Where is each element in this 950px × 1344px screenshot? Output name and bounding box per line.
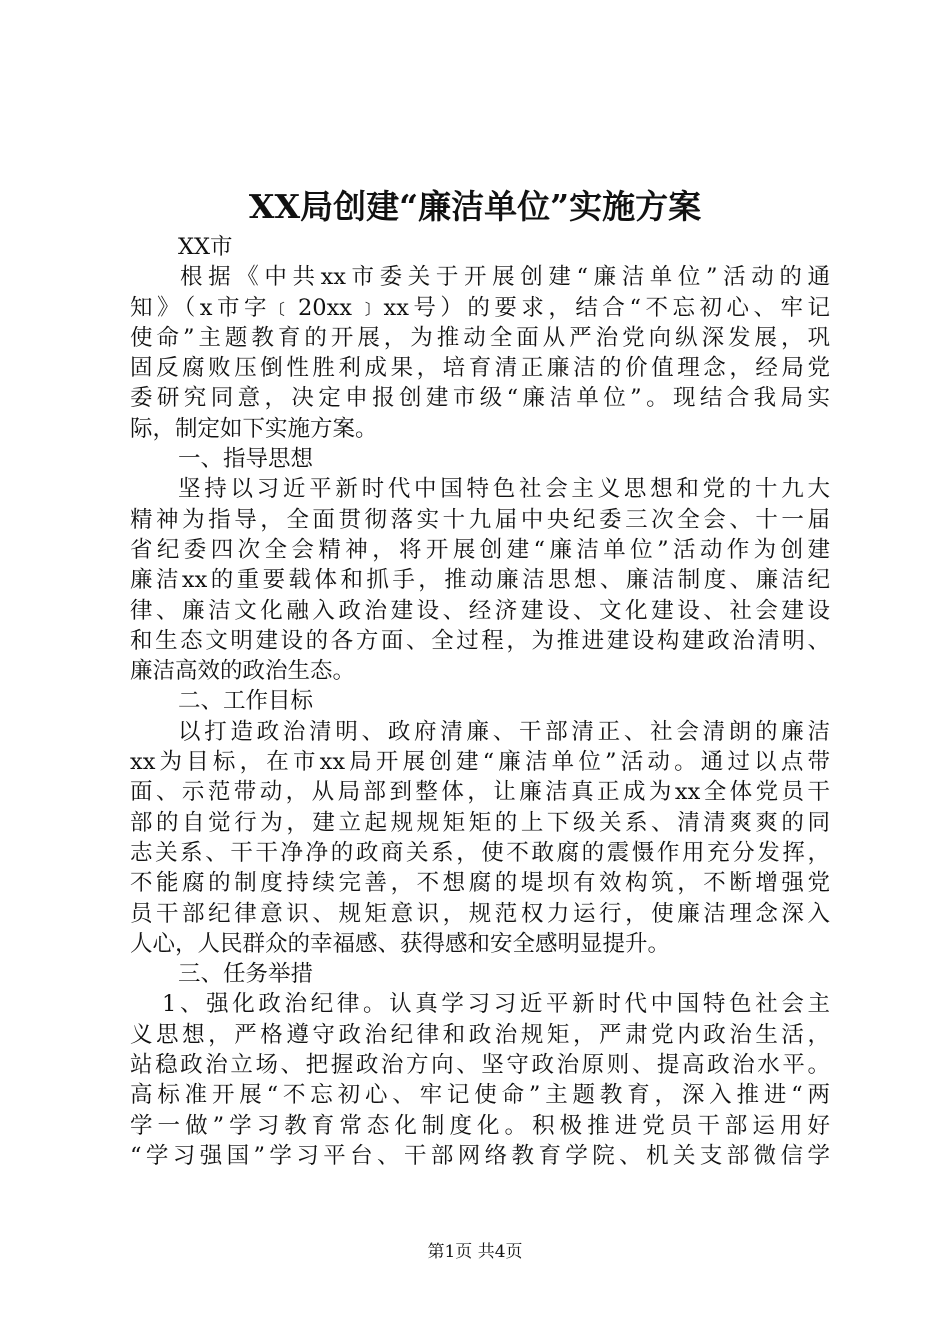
text-line: 律、廉洁文化融入政治建设、经济建设、文化建设、社会建设 [130, 597, 830, 624]
text-line: 学一做”学习教育常态化制度化。积极推进党员干部运用好 [130, 1112, 830, 1139]
text-line: “学习强国”学习平台、干部网络教育学院、机关支部微信学 [130, 1142, 830, 1169]
text-line: 高标准开展“不忘初心、牢记使命”主题教育，深入推进“两 [130, 1082, 830, 1109]
document-title: XX局创建“廉洁单位”实施方案 [248, 187, 702, 226]
text-line: 二、工作目标 [178, 688, 314, 715]
text-line: 1、强化政治纪律。认真学习习近平新时代中国特色社会主 [162, 991, 830, 1018]
text-line: XX市 [178, 234, 233, 260]
text-line: 知》（x市字﹝20xx﹞xx号）的要求，结合“不忘初心、牢记 [130, 294, 830, 321]
text-line: 不能腐的制度持续完善，不想腐的堤坝有效构筑，不断增强党 [130, 870, 830, 897]
text-line: 和生态文明建设的各方面、全过程，为推进建设构建政治清明、 [130, 627, 830, 654]
text-line: 义思想，严格遵守政治纪律和政治规矩，严肃党内政治生活， [130, 1021, 830, 1048]
text-line: 三、任务举措 [178, 961, 314, 988]
text-line: 人心，人民群众的幸福感、获得感和安全感明显提升。 [130, 930, 671, 957]
text-line: 员干部纪律意识、规矩意识，规范权力运行，使廉洁理念深入 [130, 900, 830, 927]
text-line: 省纪委四次全会精神，将开展创建“廉洁单位”活动作为创建 [130, 536, 830, 563]
text-line: 坚持以习近平新时代中国特色社会主义思想和党的十九大 [178, 476, 830, 503]
text-line: 委研究同意，决定申报创建市级“廉洁单位”。现结合我局实 [130, 385, 830, 412]
text-line: 面、示范带动，从局部到整体，让廉洁真正成为xx全体党员干 [130, 779, 830, 806]
text-line: 使命”主题教育的开展，为推动全面从严治党向纵深发展，巩 [130, 324, 830, 351]
text-line: 以打造政治清明、政府清廉、干部清正、社会清朗的廉洁 [178, 718, 830, 745]
text-line: 固反腐败压倒性胜利成果，培育清正廉洁的价值理念，经局党 [130, 355, 830, 382]
text-line: 站稳政治立场、把握政治方向、坚守政治原则、提高政治水平。 [130, 1052, 830, 1079]
text-line: 际，制定如下实施方案。 [130, 415, 378, 442]
text-line: 廉洁xx的重要载体和抓手，推动廉洁思想、廉洁制度、廉洁纪 [130, 567, 830, 594]
document-body [130, 232, 830, 1171]
text-line: 精神为指导，全面贯彻落实十九届中央纪委三次全会、十一届 [130, 506, 830, 533]
text-line: 根据《中共xx市委关于开展创建“廉洁单位”活动的通 [180, 264, 830, 291]
text-line: 部的自觉行为，建立起规规矩矩的上下级关系、清清爽爽的同 [130, 809, 830, 836]
text-line: 廉洁高效的政治生态。 [130, 658, 356, 685]
text-line: 志关系、干干净净的政商关系，使不敢腐的震慑作用充分发挥， [130, 839, 830, 866]
text-line: xx为目标，在市xx局开展创建“廉洁单位”活动。通过以点带 [130, 749, 830, 776]
text-line: 一、指导思想 [178, 446, 314, 473]
page-footer: 第1页 共4页 [427, 1242, 523, 1262]
